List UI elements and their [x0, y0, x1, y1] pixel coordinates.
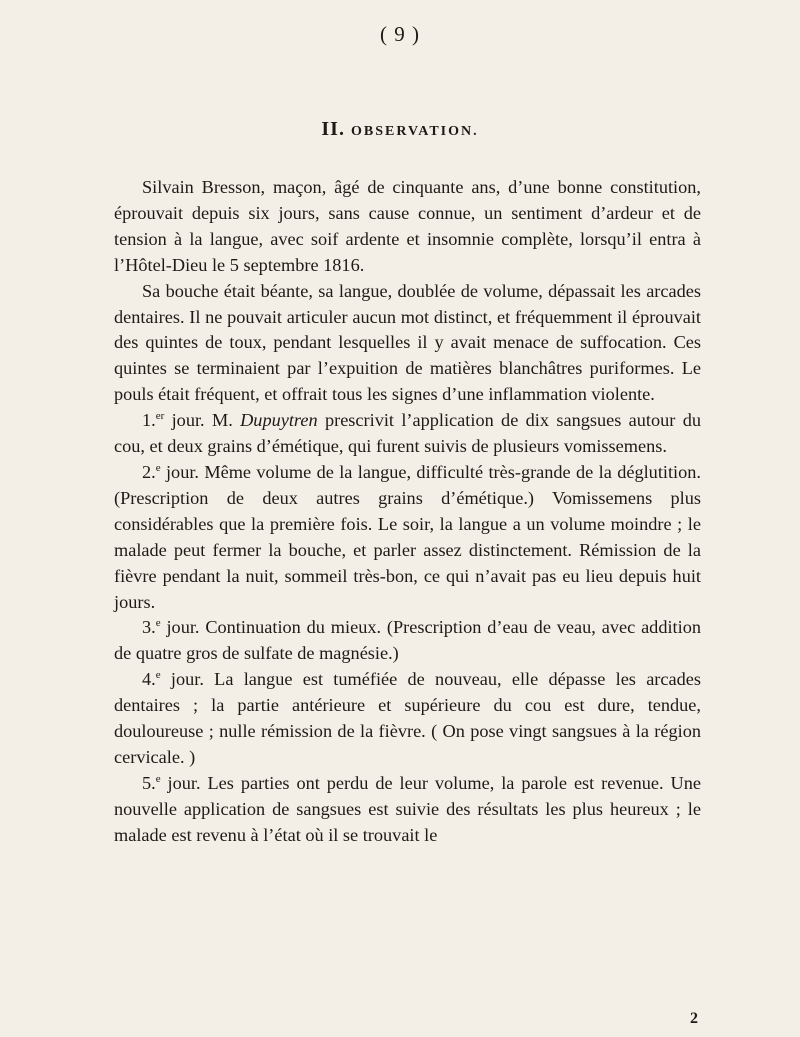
- paragraph-day-3: [114, 615, 701, 667]
- day-ordinal: er: [155, 410, 165, 423]
- day-1-text-before: jour. M.: [164, 410, 241, 431]
- paragraph-day-1: [114, 408, 701, 460]
- day-number: 4.: [142, 669, 156, 690]
- day-ordinal: e: [155, 669, 161, 682]
- body-text: [114, 175, 701, 849]
- day-3-text: jour. Continuation du mieux. (Prescription d’eau de veau, avec addition de quatre gros de sulfate de magnésie.): [114, 617, 701, 664]
- paragraph-admission: Silvain Bresson, maçon, âgé de cinquante ans, d’une bonne constitution, éprouvait depuis six jours, sans cause connue, un sentiment d’ardeur et de tension à la langue, avec soif ardente et insomnie complète, lorsqu’il entra à l’Hôtel-Dieu le 5 septembre 1816.: [114, 177, 701, 275]
- page-number: ( 9 ): [380, 22, 420, 46]
- paragraph-symptoms: Sa bouche était béante, sa langue, doublée de volume, dépassait les arcades dentaires. Il ne pouvait articuler aucun mot distinct, et fréquemment il éprouvait des quintes de toux, pendant lesquelles il y avait menace de suffocation. Ces quintes se terminaient par l’expuition de matières blanchâtres puriformes. Le pouls était fréquent, et offrait tous les signes d’une inflammation violente.: [114, 280, 701, 405]
- signature-mark: 2: [690, 1010, 698, 1027]
- paragraph-day-4: [114, 667, 701, 771]
- paragraph-day-2: [114, 460, 701, 615]
- day-4-text: jour. La langue est tuméfiée de nouveau, elle dépasse les arcades dentaires ; la partie antérieure et supérieure du cou est dure, tendue, douloureuse ; nulle rémission de la fièvre. ( On pose vingt sangsues à la région cervicale. ): [114, 669, 701, 767]
- day-ordinal: e: [155, 772, 161, 785]
- day-ordinal: e: [155, 617, 161, 630]
- section-heading-word: OBSERVATION.: [350, 124, 479, 139]
- section-heading-number: II.: [321, 118, 345, 140]
- day-number: 1.: [142, 410, 156, 431]
- day-number: 3.: [142, 617, 156, 638]
- day-1-text-after: prescrivit l’application de dix sangsues autour du cou, et deux grains d’émétique, qui furent suivis de plusieurs vomissemens.: [114, 410, 701, 457]
- day-5-text: jour. Les parties ont perdu de leur volume, la parole est revenue. Une nouvelle application de sangsues est suivie des résultats les plus heureux ; le malade est revenu à l’état où il se trouvait le: [114, 772, 701, 845]
- surgeon-name: Dupuytren: [240, 410, 318, 431]
- paragraph-day-5: [114, 771, 701, 849]
- day-number: 5.: [142, 772, 156, 793]
- day-number: 2.: [142, 461, 156, 482]
- day-ordinal: e: [155, 461, 161, 474]
- day-2-text: jour. Même volume de la langue, difficulté très-grande de la déglutition. (Prescription de deux autres grains d’émétique.) Vomissemens plus considérables que la première fois. Le soir, la langue a un volume moindre ; le malade peut fermer la bouche, et parler assez distinctement. Rémission de la fièvre pendant la nuit, sommeil très-bon, ce qui n’avait pas eu lieu depuis huit jours.: [114, 461, 701, 612]
- section-heading: [0, 118, 800, 141]
